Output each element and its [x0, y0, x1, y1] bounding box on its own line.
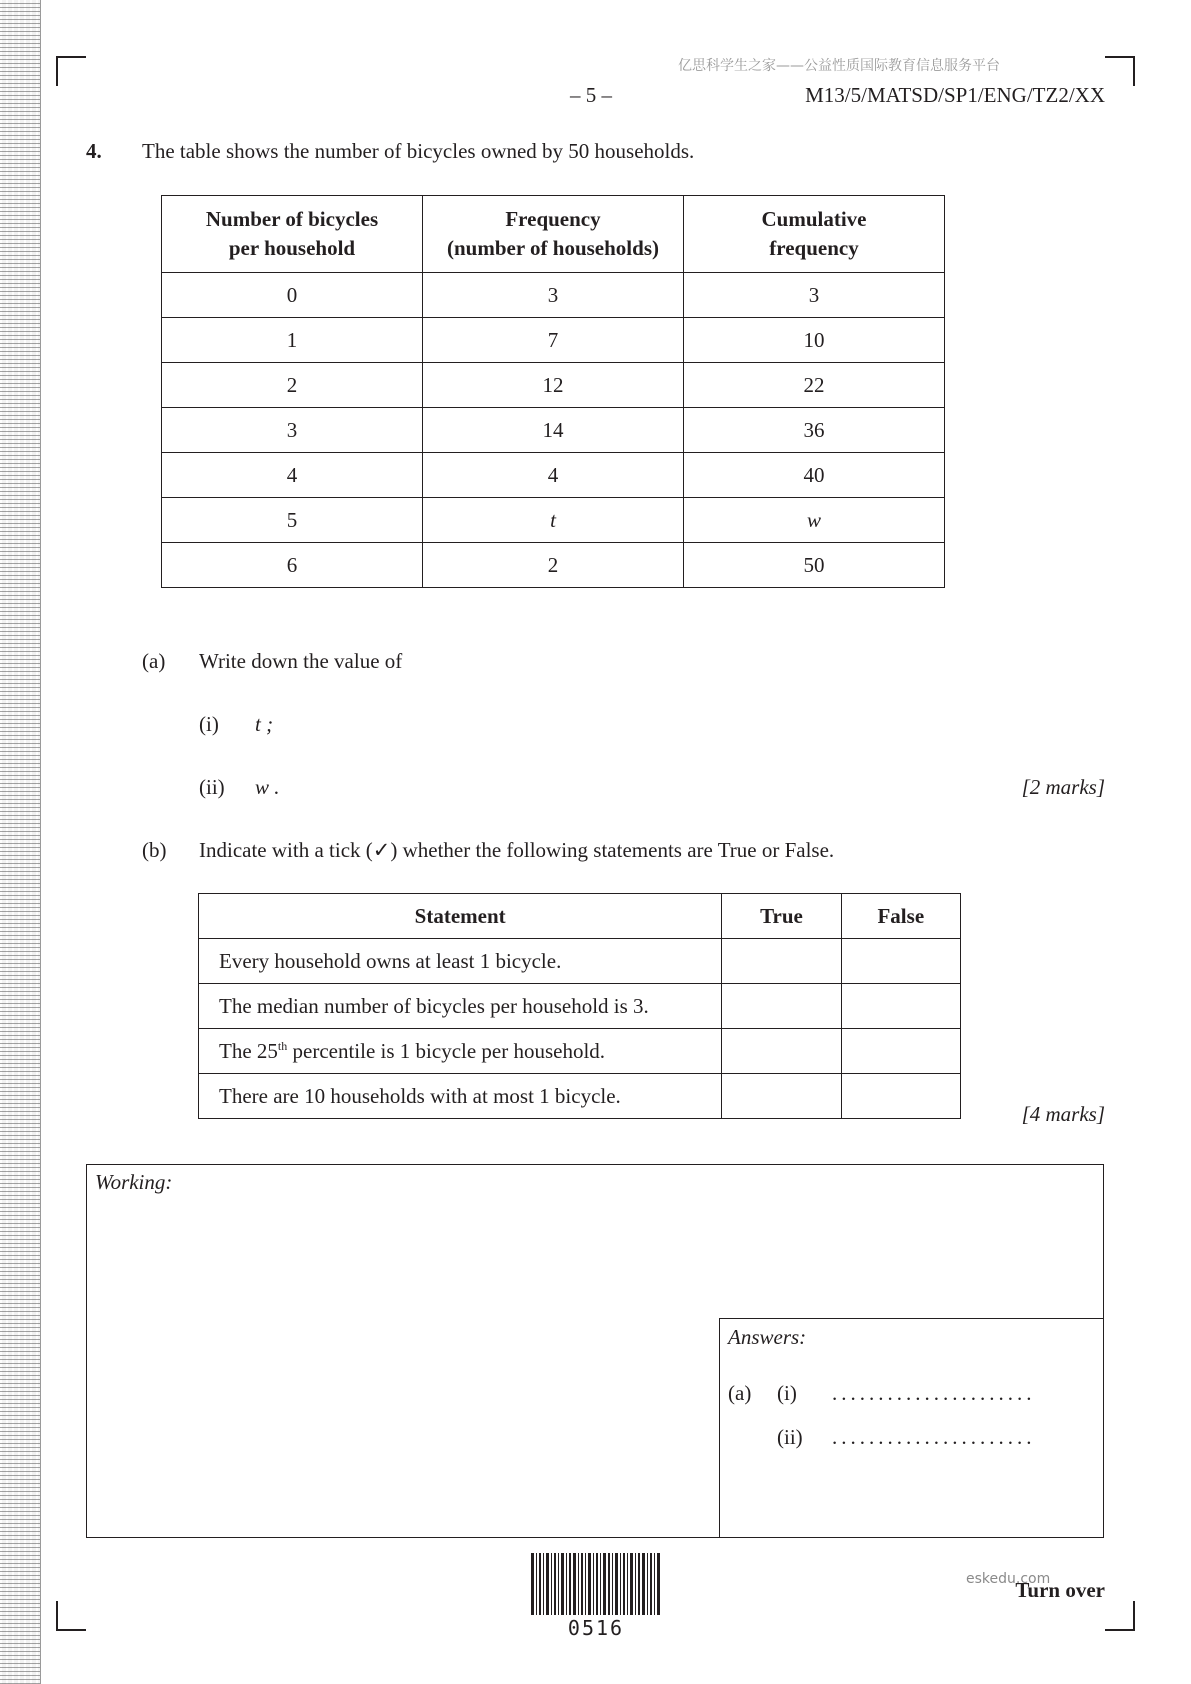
table-cell: 5	[162, 498, 423, 543]
statement-row	[199, 1074, 961, 1119]
table-cell: 0	[162, 273, 423, 318]
table-row	[162, 453, 945, 498]
statement-row	[199, 939, 961, 984]
answers-label: Answers:	[728, 1325, 807, 1349]
table-cell: 22	[684, 363, 945, 408]
table-cell: 6	[162, 543, 423, 588]
part-a-marks: [2 marks]	[1021, 775, 1105, 799]
answer-ii-label: (ii)	[777, 1425, 803, 1449]
part-a-label: (a)	[142, 649, 166, 673]
true-tick-box[interactable]	[722, 984, 841, 1029]
table-cell: 7	[423, 318, 684, 363]
table-cell: 36	[684, 408, 945, 453]
table-row	[162, 408, 945, 453]
table-row	[162, 318, 945, 363]
col-header-true: True	[722, 894, 841, 939]
table-cell-unknown-w: w	[684, 498, 945, 543]
part-a-i-text: t ;	[255, 712, 274, 736]
false-tick-box[interactable]	[841, 939, 960, 984]
table-row	[162, 543, 945, 588]
crop-mark-bottom-left	[56, 1601, 86, 1631]
crop-mark-bottom-right	[1105, 1601, 1135, 1631]
statement-text: The 25th percentile is 1 bicycle per household.	[199, 1029, 722, 1074]
answer-i-line[interactable]: ......................	[832, 1381, 1036, 1405]
part-a-ii-text: w .	[255, 775, 280, 799]
table-cell: 4	[162, 453, 423, 498]
question-intro: The table shows the number of bicycles owned by 50 households.	[142, 139, 695, 163]
statements-table-header	[199, 894, 961, 939]
answer-a-label: (a)	[728, 1381, 752, 1405]
table-cell: 1	[162, 318, 423, 363]
table-cell: 2	[423, 543, 684, 588]
part-b-text: Indicate with a tick (✓) whether the following statements are True or False.	[199, 838, 835, 862]
table-cell-unknown-t: t	[423, 498, 684, 543]
true-tick-box[interactable]	[722, 939, 841, 984]
table-cell: 4	[423, 453, 684, 498]
question-number: 4.	[86, 139, 102, 163]
part-a-text: Write down the value of	[199, 649, 403, 673]
footer-watermark: eskedu.com	[966, 1571, 1051, 1587]
working-box[interactable]	[86, 1164, 1104, 1538]
part-b-label: (b)	[142, 838, 167, 862]
turn-over: Turn over	[1015, 1578, 1105, 1602]
paper-code: M13/5/MATSD/SP1/ENG/TZ2/XX	[805, 83, 1105, 107]
table-cell: 10	[684, 318, 945, 363]
barcode-number: 0516	[567, 1616, 625, 1640]
statement-text: There are 10 households with at most 1 bicycle.	[199, 1074, 722, 1119]
false-tick-box[interactable]	[841, 1074, 960, 1119]
table-cell: 3	[684, 273, 945, 318]
page-number: – 5 –	[570, 83, 612, 107]
header-watermark: 亿思科学生之家——公益性质国际教育信息服务平台	[678, 58, 1000, 74]
table-cell: 50	[684, 543, 945, 588]
part-a-i-label: (i)	[199, 712, 219, 736]
true-tick-box[interactable]	[722, 1029, 841, 1074]
table-row	[162, 498, 945, 543]
answer-ii-line[interactable]: ......................	[832, 1425, 1036, 1449]
false-tick-box[interactable]	[841, 984, 960, 1029]
answer-i-label: (i)	[777, 1381, 797, 1405]
left-margin-pattern	[0, 0, 41, 1684]
part-a-ii-label: (ii)	[199, 775, 225, 799]
frequency-table	[161, 195, 945, 588]
frequency-table-header	[162, 196, 945, 273]
col-header-frequency: Frequency (number of households)	[423, 196, 684, 273]
col-header-false: False	[841, 894, 960, 939]
false-tick-box[interactable]	[841, 1029, 960, 1074]
statement-row	[199, 984, 961, 1029]
statement-text: Every household owns at least 1 bicycle.	[199, 939, 722, 984]
statement-text: The median number of bicycles per household is 3.	[199, 984, 722, 1029]
table-cell: 40	[684, 453, 945, 498]
answers-box[interactable]	[719, 1318, 1104, 1538]
table-cell: 14	[423, 408, 684, 453]
col-header-cumulative: Cumulative frequency	[684, 196, 945, 273]
statement-row	[199, 1029, 961, 1074]
crop-mark-top-right	[1105, 56, 1135, 86]
statements-table	[198, 893, 961, 1119]
table-cell: 3	[162, 408, 423, 453]
table-cell: 12	[423, 363, 684, 408]
col-header-bicycles: Number of bicycles per household	[162, 196, 423, 273]
crop-mark-top-left	[56, 56, 86, 86]
table-cell: 3	[423, 273, 684, 318]
true-tick-box[interactable]	[722, 1074, 841, 1119]
table-row	[162, 273, 945, 318]
working-label: Working:	[95, 1170, 173, 1194]
table-row	[162, 363, 945, 408]
barcode	[531, 1553, 661, 1615]
col-header-statement: Statement	[199, 894, 722, 939]
table-cell: 2	[162, 363, 423, 408]
part-b-marks: [4 marks]	[1021, 1102, 1105, 1126]
